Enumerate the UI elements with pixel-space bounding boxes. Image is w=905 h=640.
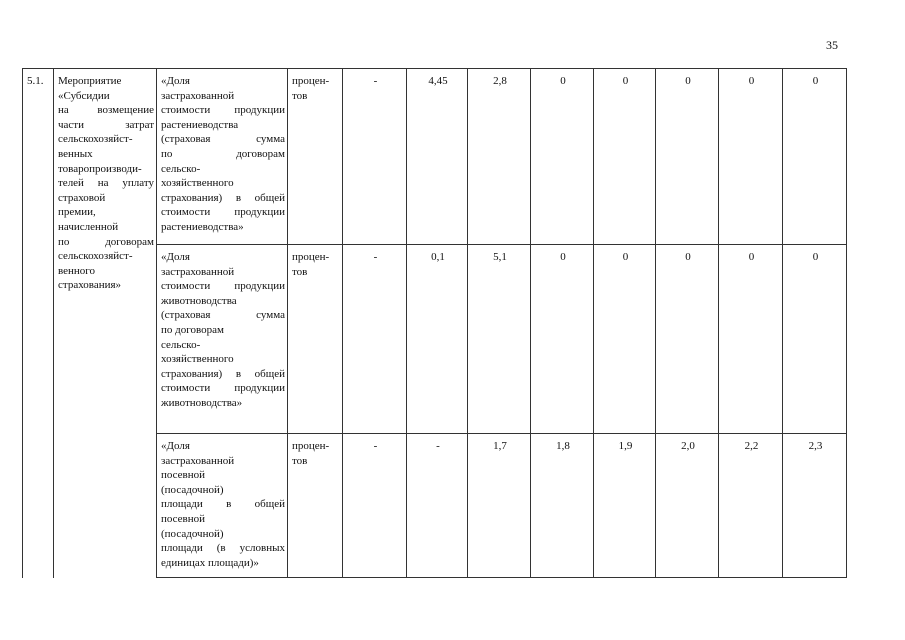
measure-name-cell	[54, 69, 157, 578]
text-line: сельскохозяйст-	[58, 133, 133, 146]
measure-code-cell	[23, 69, 54, 578]
text-line: венных	[58, 147, 93, 160]
text-line: Мероприятие	[58, 75, 122, 87]
text-line: тов	[292, 454, 308, 467]
value-cell: -	[343, 69, 407, 245]
value-cell: 2,3	[783, 434, 847, 578]
text-line: страхования»	[58, 279, 122, 292]
text-line: единицах площади)»	[161, 556, 259, 569]
text-line: венного	[58, 264, 96, 277]
table-row	[23, 69, 847, 245]
value-cell: 0	[531, 69, 594, 245]
text-line: стоимости продукции	[161, 382, 285, 395]
text-line: «Доля	[161, 251, 190, 263]
text-line: товаропроизводи-	[58, 162, 142, 175]
text-line: по договорам	[161, 147, 285, 160]
text-line: площади (в условных	[161, 542, 285, 555]
text-line: части затрат	[58, 118, 154, 131]
value-cell: -	[407, 434, 468, 578]
value-cell: -	[343, 245, 407, 434]
indicator-name-cell	[157, 434, 288, 578]
text-line: тов	[292, 89, 308, 102]
text-line: площади в общей	[161, 498, 285, 511]
text-line: на возмещение	[58, 104, 154, 117]
page-number: 35	[826, 38, 838, 52]
text-line: застрахованной	[161, 265, 235, 278]
text-line: «Доля	[161, 75, 190, 87]
text-line: (страховая сумма	[161, 309, 285, 322]
unit-cell	[288, 69, 343, 245]
text-line: сельско-	[161, 338, 201, 351]
text-line: растениеводства	[161, 118, 239, 131]
text-line: «Доля	[161, 440, 190, 452]
text-line: телей на уплату	[58, 177, 154, 190]
value-cell: 1,7	[468, 434, 531, 578]
text-line: «Субсидии	[58, 89, 110, 102]
text-line: начисленной	[58, 220, 119, 233]
indicator-name-cell	[157, 245, 288, 434]
text-line: страхования) в общей	[161, 367, 285, 380]
measure-name	[58, 74, 154, 293]
text-line: застрахованной	[161, 454, 235, 467]
text-line: по договорам	[161, 323, 224, 336]
text-line: страховой	[58, 191, 106, 204]
value-cell: 5,1	[468, 245, 531, 434]
value-cell: 0	[783, 69, 847, 245]
text-line: посевной	[161, 469, 206, 482]
value-cell: 2,2	[719, 434, 783, 578]
text-line: животноводства	[161, 294, 237, 307]
text-line: (посадочной)	[161, 483, 224, 496]
text-line: по договорам	[58, 235, 154, 248]
text-line: застрахованной	[161, 89, 235, 102]
text-line: посевной	[161, 512, 206, 525]
text-line: страхования) в общей	[161, 191, 285, 204]
text-line: премии,	[58, 206, 96, 219]
text-line: стоимости продукции	[161, 206, 285, 219]
value-cell: 2,0	[656, 434, 719, 578]
indicator-name	[161, 74, 285, 235]
value-cell: 0	[594, 69, 656, 245]
text-line: стоимости продукции	[161, 280, 285, 293]
value-cell: 0	[656, 245, 719, 434]
value-cell: -	[343, 434, 407, 578]
text-line: животноводства»	[161, 396, 243, 409]
unit-text	[292, 250, 340, 279]
value-cell: 0	[531, 245, 594, 434]
unit-text	[292, 439, 340, 468]
text-line: хозяйственного	[161, 177, 234, 190]
value-cell: 0	[656, 69, 719, 245]
indicator-name	[161, 250, 285, 411]
text-line: тов	[292, 265, 308, 278]
text-line: растениеводства»	[161, 220, 244, 233]
value-cell: 0	[719, 245, 783, 434]
text-line: (страховая сумма	[161, 133, 285, 146]
value-cell: 4,45	[407, 69, 468, 245]
text-line: (посадочной)	[161, 527, 224, 540]
unit-cell	[288, 245, 343, 434]
unit-cell	[288, 434, 343, 578]
value-cell: 2,8	[468, 69, 531, 245]
text-line: сельско-	[161, 162, 201, 175]
text-line: процен-	[292, 251, 330, 263]
text-line: процен-	[292, 75, 330, 87]
unit-text	[292, 74, 340, 103]
text-line: стоимости продукции	[161, 104, 285, 117]
indicator-name	[161, 439, 285, 570]
value-cell: 0	[783, 245, 847, 434]
value-cell: 0	[719, 69, 783, 245]
value-cell: 1,8	[531, 434, 594, 578]
text-line: хозяйственного	[161, 353, 234, 366]
value-cell: 1,9	[594, 434, 656, 578]
value-cell: 0	[594, 245, 656, 434]
measure-code: 5.1.	[27, 75, 44, 87]
indicator-name-cell	[157, 69, 288, 245]
text-line: процен-	[292, 440, 330, 452]
program-indicators-table	[22, 68, 847, 578]
text-line: сельскохозяйст-	[58, 250, 133, 263]
value-cell: 0,1	[407, 245, 468, 434]
